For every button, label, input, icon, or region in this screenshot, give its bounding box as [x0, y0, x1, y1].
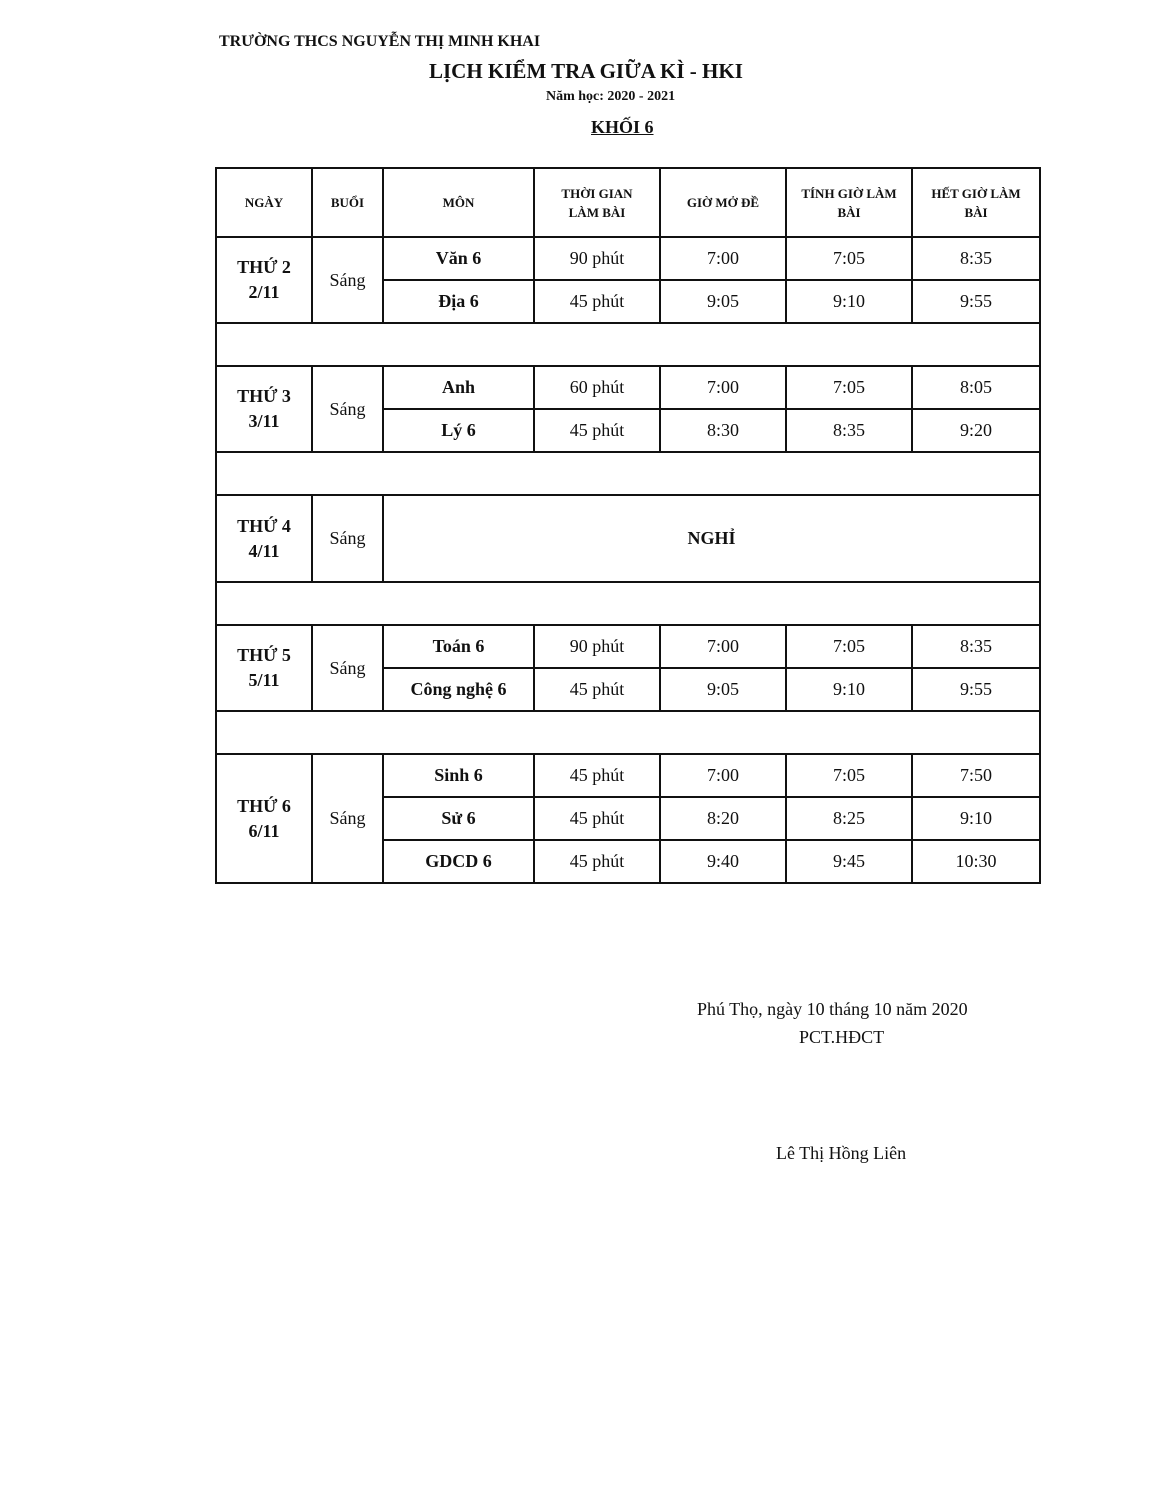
start-time-cell: 8:25 [786, 797, 912, 840]
col-header-day: NGÀY [216, 168, 312, 237]
col-header-start-time: TÍNH GIỜ LÀM BÀI [786, 168, 912, 237]
table-row [216, 625, 1040, 668]
open-time-cell: 8:20 [660, 797, 786, 840]
duration-cell: 90 phút [534, 237, 660, 280]
end-time-cell: 9:55 [912, 280, 1040, 323]
start-time-cell: 7:05 [786, 237, 912, 280]
duration-cell: 45 phút [534, 840, 660, 883]
end-time-cell: 9:10 [912, 797, 1040, 840]
subject-cell: GDCD 6 [383, 840, 534, 883]
date: 3/11 [248, 411, 280, 431]
school-year: Năm học: 2020 - 2021 [546, 89, 676, 104]
table-row [216, 366, 1040, 409]
open-time-cell: 8:30 [660, 409, 786, 452]
school-name: TRƯỜNG THCS NGUYỄN THỊ MINH KHAI [219, 33, 541, 50]
spacer-row [216, 582, 1040, 625]
date: 6/11 [248, 820, 280, 841]
subject-cell: Lý 6 [383, 409, 534, 452]
open-time-cell: 9:05 [660, 280, 786, 323]
spacer-row [216, 323, 1040, 366]
subject-cell: Anh [383, 366, 534, 409]
duration-cell: 45 phút [534, 754, 660, 797]
spacer-cell [216, 711, 1040, 754]
session-cell: Sáng [312, 237, 383, 323]
session-cell: Sáng [312, 366, 383, 452]
weekday: THỨ 5 [237, 645, 291, 665]
subject-cell: Công nghệ 6 [383, 668, 534, 711]
weekday: THỨ 3 [237, 386, 291, 406]
end-time-cell: 8:35 [912, 237, 1040, 280]
signer-role: PCT.HĐCT [799, 1027, 885, 1047]
duration-cell: 45 phút [534, 409, 660, 452]
date: 5/11 [248, 670, 280, 690]
weekday: THỨ 6 [237, 795, 291, 816]
day-cell [216, 754, 312, 883]
start-time-cell: 7:05 [786, 754, 912, 797]
end-time-cell: 7:50 [912, 754, 1040, 797]
duration-cell: 45 phút [534, 668, 660, 711]
table-row [216, 754, 1040, 797]
subject-cell: Sử 6 [383, 797, 534, 840]
signer-name: Lê Thị Hồng Liên [776, 1143, 907, 1163]
open-time-cell: 7:00 [660, 625, 786, 668]
spacer-row [216, 452, 1040, 495]
start-time-cell: 9:45 [786, 840, 912, 883]
end-time-cell: 10:30 [912, 840, 1040, 883]
col-header-end-time: HẾT GIỜ LÀM BÀI [912, 168, 1040, 237]
day-cell [216, 237, 312, 323]
start-time-cell: 9:10 [786, 668, 912, 711]
subject-cell: Văn 6 [383, 237, 534, 280]
day-cell [216, 366, 312, 452]
duration-cell: 45 phút [534, 280, 660, 323]
start-time-cell: 9:10 [786, 280, 912, 323]
duration-cell: 45 phút [534, 797, 660, 840]
session-cell: Sáng [312, 754, 383, 883]
exam-schedule-table [215, 167, 1041, 884]
spacer-cell [216, 582, 1040, 625]
subject-cell: Sinh 6 [383, 754, 534, 797]
open-time-cell: 9:05 [660, 668, 786, 711]
spacer-cell [216, 452, 1040, 495]
col-header-open-time: GIỜ MỞ ĐỀ [660, 168, 786, 237]
weekday: THỨ 4 [237, 515, 291, 536]
weekday: THỨ 2 [237, 257, 291, 277]
open-time-cell: 9:40 [660, 840, 786, 883]
spacer-row [216, 711, 1040, 754]
start-time-cell: 7:05 [786, 625, 912, 668]
page-title: LỊCH KIỂM TRA GIỮA KÌ - HKI [429, 59, 743, 83]
table-header-row [216, 168, 1040, 237]
date: 2/11 [248, 282, 280, 302]
date: 4/11 [248, 540, 280, 561]
duration-cell: 60 phút [534, 366, 660, 409]
subject-cell: Toán 6 [383, 625, 534, 668]
end-time-cell: 8:05 [912, 366, 1040, 409]
col-header-session: BUỔI [312, 168, 383, 237]
day-cell [216, 495, 312, 582]
open-time-cell: 7:00 [660, 366, 786, 409]
subject-cell: Địa 6 [383, 280, 534, 323]
grade-label: KHỐI 6 [591, 117, 654, 137]
day-cell [216, 625, 312, 711]
end-time-cell: 9:55 [912, 668, 1040, 711]
session-cell: Sáng [312, 495, 383, 582]
open-time-cell: 7:00 [660, 754, 786, 797]
end-time-cell: 8:35 [912, 625, 1040, 668]
start-time-cell: 8:35 [786, 409, 912, 452]
spacer-cell [216, 323, 1040, 366]
duration-cell: 90 phút [534, 625, 660, 668]
end-time-cell: 9:20 [912, 409, 1040, 452]
place-date: Phú Thọ, ngày 10 tháng 10 năm 2020 [697, 999, 968, 1019]
table-row [216, 495, 1040, 582]
col-header-duration: THỜI GIAN LÀM BÀI [534, 168, 660, 237]
col-header-subject: MÔN [383, 168, 534, 237]
table-row [216, 237, 1040, 280]
start-time-cell: 7:05 [786, 366, 912, 409]
session-cell: Sáng [312, 625, 383, 711]
open-time-cell: 7:00 [660, 237, 786, 280]
day-off-cell: NGHỈ [383, 495, 1040, 582]
